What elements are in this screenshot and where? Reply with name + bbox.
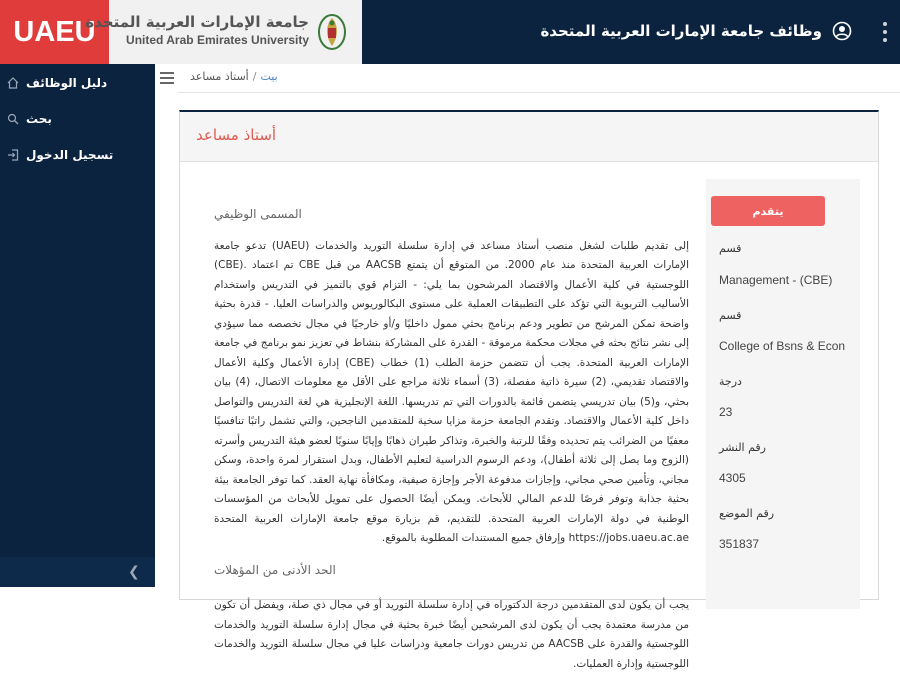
sidebar-item-label: بحث (26, 112, 52, 126)
logo-wordmark (85, 0, 362, 64)
page-title: أستاذ مساعد (196, 126, 277, 144)
sidebar-item-login[interactable] (0, 138, 155, 174)
breadcrumb-home-link[interactable]: بيت (260, 70, 278, 83)
field-label-position-number: رقم الموضع (719, 507, 775, 520)
apply-button[interactable]: يتقدم (711, 196, 825, 226)
logo-english-name: United Arab Emirates University (126, 33, 309, 47)
sidebar-item-jobs-directory[interactable] (0, 66, 155, 102)
field-value-college: College of Bsns & Econ (719, 339, 846, 353)
sidebar-footer (0, 557, 155, 587)
sidebar-item-label: تسجيل الدخول (26, 148, 114, 162)
job-detail-card (179, 110, 879, 670)
logo-text: UAEU (13, 15, 96, 48)
breadcrumb (190, 70, 278, 83)
sidebar (0, 64, 155, 587)
hamburger-menu-icon[interactable] (160, 72, 174, 84)
uaeu-logo-mark (0, 0, 109, 64)
field-value-department: Management - (CBE) (719, 273, 833, 287)
field-label-college: قسم (719, 309, 742, 322)
section-title-min-qualifications: الحد الأدنى من المؤهلات (214, 562, 336, 577)
field-label-department: قسم (719, 242, 742, 255)
job-info-panel (706, 179, 860, 609)
home-icon (7, 76, 19, 90)
sidebar-item-label: دليل الوظائف (26, 76, 108, 90)
university-logo[interactable] (0, 0, 362, 64)
logo-arabic-name: جامعة الإمارات العربية المتحدة (85, 13, 309, 31)
field-value-grade: 23 (719, 405, 733, 419)
job-description (214, 205, 689, 674)
sidebar-item-search[interactable] (0, 102, 155, 138)
breadcrumb-separator: / (252, 70, 257, 83)
top-bar (0, 0, 900, 64)
emblem-icon (316, 12, 348, 52)
divider (178, 92, 900, 93)
card-header (180, 112, 878, 162)
kebab-menu-icon[interactable] (882, 22, 888, 42)
chevron-left-icon[interactable]: ❮ (128, 564, 140, 580)
login-icon (7, 148, 19, 162)
breadcrumb-current: أستاذ مساعد (190, 70, 249, 83)
app-title[interactable]: وظائف جامعة الإمارات العربية المتحدة (540, 22, 822, 40)
field-label-posting-number: رقم النشر (719, 441, 766, 454)
description-text: إلى تقديم طلبات لشغل منصب أستاذ مساعد في إدارة سلسلة التوريد والخدمات (UAEU) تدعو جامعة الإمارات العربية المتحدة منذ عام 2000. من المتوقع أن يتمتع AACSB من قبل CBE تم اعتماد .(CBE) اللوجستية في كلية الأعمال والاقتصاد المرشحون بما يلي: - التزام قوي بالتميز في التدريس واستخدام الأساليب التربوية التي تؤكد على التطبيقات العملية على مستوى البكالوريوس والدراسات العليا. - قدرة بحثية واضحة تمكن المرشح من تطوير ودعم برنامج بحثي ممول داخليًا و/أو خارجيًا في مجال تخصصه مما سيؤدي إلى نشر نتائج بحثه في مجلات محكمة مرموقة - القدرة على المشاركة بنشاط في تعزيز نمو برنامج في جامعة الإمارات العربية المتحدة. يجب أن تتضمن حزمة الطلب (1) خطاب (CBE) إدارة الأعمال وكلية الأعمال والاقتصاد تقديمي، (2) سيرة ذاتية مفصلة، (3) أسماء ثلاثة مراجع على الأقل مع معلومات الاتصال، (4) بيان بحثي، و(5) بيان تدريسي يتضمن قائمة بالدورات التي تم تدريسها. اللغة الإنجليزية هي لغة التدريس والتواصل داخل كلية الأعمال والاقتصاد. وتقدم الجامعة حزمة مزايا سخية للمتقدمين الناجحين، والتي تشمل راتبًا تنافسيًا معفيًا من الضرائب يتم تحديده وفقًا للرتبة والخبرة، وتذاكر طيران ذهابًا وإيابًا سنويًا لعضو هيئة التدريس وأسرته (الزوج وما يصل إلى ثلاثة أطفال)، ودعم الرسوم الدراسية لتعليم الأطفال، وبدل استقرار لمرة واحدة، وسكن مجاني، وتأمين صحي مجاني، وإجازات مدفوعة الأجر وإجازة صيفية، ومكافأة نهاية العقد. كما توفر الجامعة بيئة بحثية جذابة وتوفر فرصًا للدعم المالي للأبحاث. ويمكن أيضًا الحصول على تمويل للأبحاث من المؤسسات الوطنية في دولة الإمارات العربية المتحدة. للتقديم، قم بزيارة موقع جامعة الإمارات العربية المتحدة https://jobs.uaeu.ac.ae وإرفاق جميع المستندات المطلوبة بالموقع. (214, 239, 690, 544)
user-circle-icon[interactable] (832, 21, 852, 41)
section-title-job: المسمى الوظيفي (214, 207, 302, 221)
qualifications-text: يجب أن يكون لدى المتقدمين درجة الدكتوراه في إدارة سلسلة التوريد أو في مجال ذي صلة، ويفضل أن تكون من مدرسة معتمدة يجب أن يكون لدى المرشحين أيضًا خبرة بحثية في مجال إدارة سلسلة التوريد والخدمات اللوجستية والقدرة على AACSB من تدريس دورات جامعية ودراسات عليا في مجال سلسلة التوريد والخدمات اللوجستية وإدارة العمليات. (214, 599, 689, 670)
field-value-position-number: 351837 (719, 537, 760, 551)
field-label-grade: درجة (719, 375, 742, 388)
search-icon (7, 112, 19, 126)
field-value-posting-number: 4305 (719, 471, 746, 485)
